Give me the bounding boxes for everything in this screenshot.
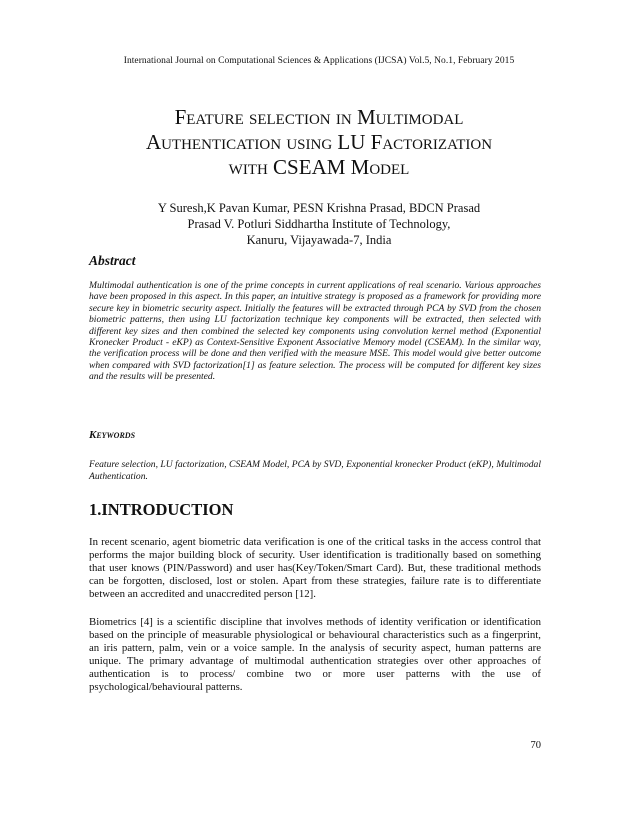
intro-paragraph-2: Biometrics [4] is a scientific discipline that involves methods of identity verification or identification based on the principle of measurable physiological or behavioural characteristics such as a fingerprint, an iris pattern, palm, vein or a voice sample. In the analysis of security aspect, human patterns are unique. The primary advantage of multimodal authentication strategies over other approaches of authentication is to process/ combine two or more user patterns with the use of psychological/behavioural patterns. [89,616,541,694]
affiliation-line-2: Kanuru, Vijayawada-7, India [246,233,392,247]
title-line-2: Authentication using LU Factorization [145,130,493,154]
title-line-3: with CSEAM Model [228,155,410,179]
intro-paragraph-1: In recent scenario, agent biometric data verification is one of the critical tasks in the access control that performs the major building block of security. User identification is traditionally based on something that user knows (PIN/Password) and user has(Key/Token/Smart Card). But, these traditional methods can be forgotten, disclosed, lost or stolen. Apart from these strategies, failure rate is to differentiate between an accredited and unaccredited person [12]. [89,536,541,601]
abstract-heading: Abstract [89,253,136,268]
running-head: International Journal on Computational Sciences & Applications (IJCSA) Vol.5, No.1, February 2015 [123,56,515,66]
abstract-text: Multimodal authentication is one of the prime concepts in current applications of real scenario. Various approaches have been proposed in this aspect. In this paper, an intuitive strategy is proposed as a framework for providing more secure key in biometric security aspect. Initially the features will be extracted through PCA by SVD from the chosen biometric patterns, then using LU factorization technique key components will be extracted, then selected with different key sizes and then combined the selected key components using convolution kernel method (Exponential Kronecker Product - eKP) as Context-Sensitive Exponent Associative Memory model (CSEAM). In the similar way, the verification process will be done and then verified with the measure MSE. This model would give better outcome when compared with SVD factorization[1] as feature selection. The process will be computed for different key sizes and the results will be presented. [89,280,541,383]
affiliation-line-1: Prasad V. Potluri Siddhartha Institute of Technology, [187,217,451,231]
title-line-1: Feature selection in Multimodal [174,105,464,129]
keywords-heading: Keywords [89,429,136,441]
paper-title [60,105,578,180]
page-number: 70 [530,740,541,751]
author-list: Y Suresh,K Pavan Kumar, PESN Krishna Prasad, BDCN Prasad [157,201,481,215]
keywords-text: Feature selection, LU factorization, CSEAM Model, PCA by SVD, Exponential kronecker Product (eKP), Multimodal Authentication. [89,459,541,482]
section-heading-introduction: 1.INTRODUCTION [89,500,234,519]
